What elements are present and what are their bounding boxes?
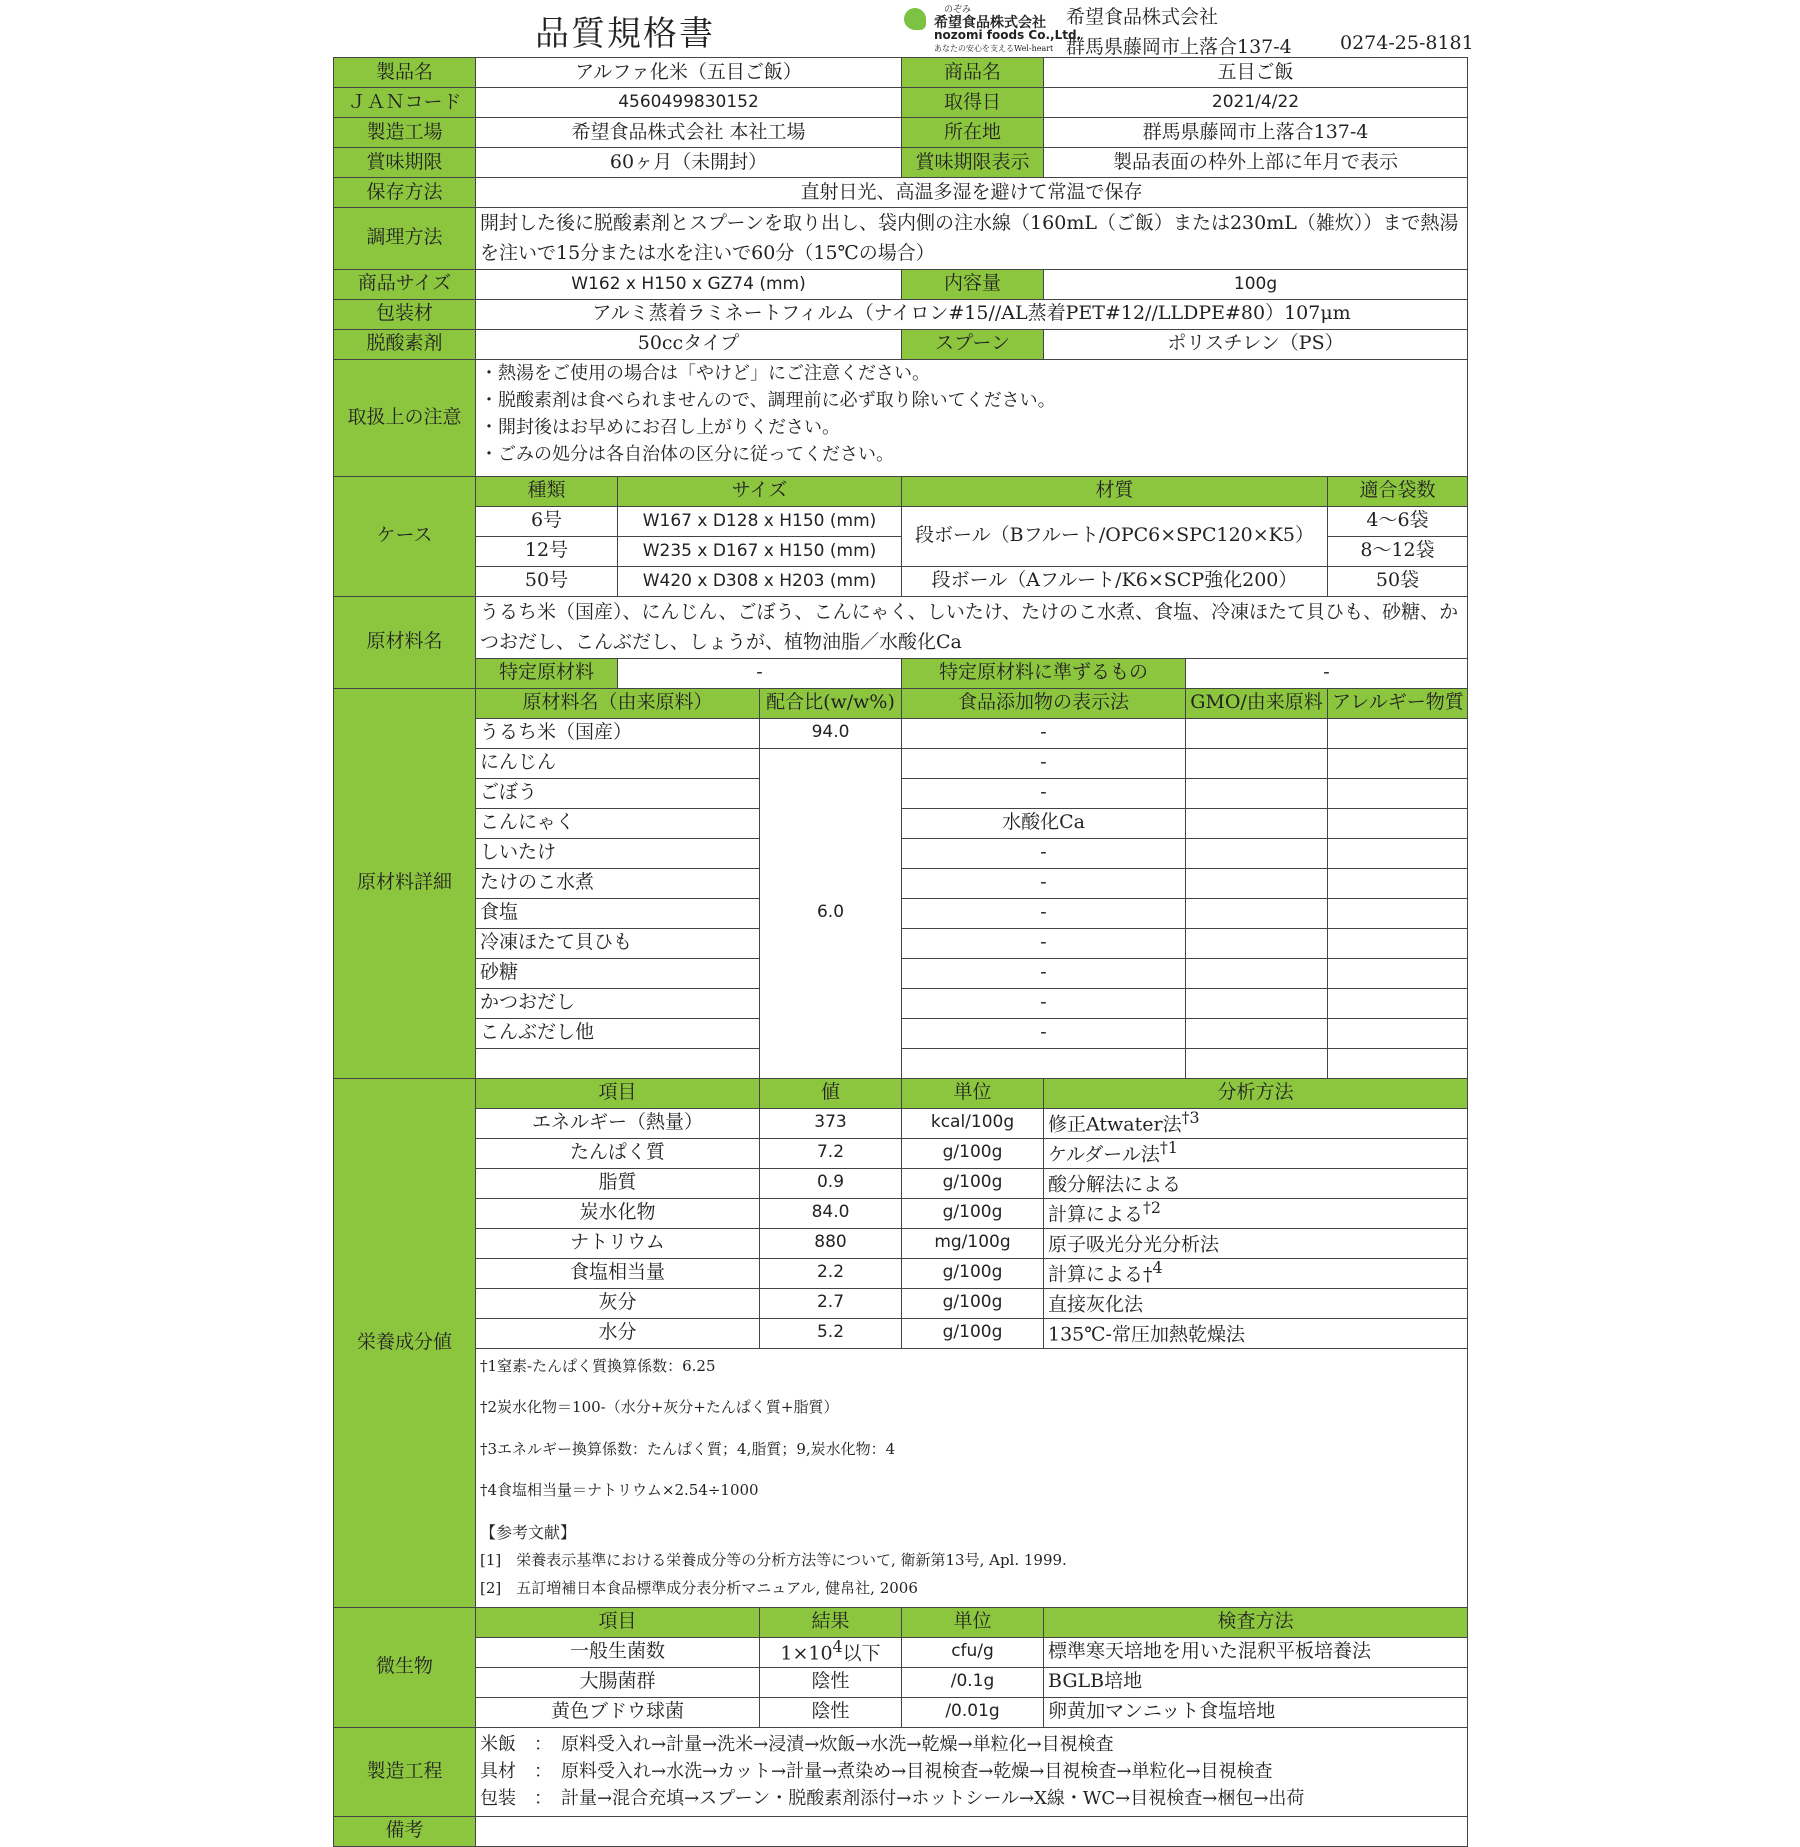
- nutrition-method: [1044, 1108, 1468, 1138]
- row-nutrition-header: [334, 1078, 1468, 1108]
- micro-row: [334, 1697, 1468, 1727]
- nutrition-method-text: 計算による: [1048, 1203, 1144, 1226]
- detail-additive: -: [902, 988, 1186, 1018]
- nutrition-value: 5.2: [760, 1318, 902, 1348]
- value-spoon: ポリスチレン（PS）: [1044, 329, 1468, 359]
- value-trade-name: 五目ご飯: [1044, 58, 1468, 88]
- case-type: 50号: [476, 566, 618, 596]
- details-header-gmo: GMO/由来原料: [1186, 688, 1328, 718]
- label-shelf-display: 賞味期限表示: [902, 148, 1044, 178]
- details-header-name: 原材料名（由来原料）: [476, 688, 760, 718]
- nutrition-method-text: 直接灰化法: [1048, 1293, 1144, 1316]
- detail-gmo: [1186, 808, 1328, 838]
- detail-name: かつおだし: [476, 988, 760, 1018]
- table-row: [334, 778, 1468, 808]
- nutrition-unit: mg/100g: [902, 1228, 1044, 1258]
- label-trade-name: 商品名: [902, 58, 1044, 88]
- label-quasi: 特定原材料に準ずるもの: [902, 658, 1186, 688]
- table-row: [334, 808, 1468, 838]
- label-nutrition: 栄養成分値: [334, 1078, 476, 1607]
- nutrition-row: [334, 1288, 1468, 1318]
- micro-result-base: 1×10: [780, 1642, 833, 1665]
- case-material: 段ボール（Aフルート/K6×SCP強化200）: [902, 566, 1328, 596]
- detail-additive: -: [902, 868, 1186, 898]
- detail-gmo: [1186, 778, 1328, 808]
- detail-name: こんにゃく: [476, 808, 760, 838]
- handling-item: ・熱湯をご使用の場合は「やけど」にご注意ください。: [480, 362, 930, 384]
- micro-row: [334, 1667, 1468, 1697]
- nutrition-method-text: 計算による†: [1048, 1263, 1153, 1286]
- micro-method: BGLB培地: [1044, 1667, 1468, 1697]
- case-size: W235 x D167 x H150 (mm): [618, 536, 902, 566]
- micro-item: 一般生菌数: [476, 1637, 760, 1667]
- case-header-type: 種類: [476, 476, 618, 506]
- micro-unit: cfu/g: [902, 1637, 1044, 1667]
- row-packaging: [334, 299, 1468, 329]
- case-header-material: 材質: [902, 476, 1328, 506]
- value-packaging: アルミ蒸着ラミネートフィルム（ナイロン#15//AL蒸着PET#12//LLDPE#80）107μm: [476, 299, 1468, 329]
- table-row: [334, 988, 1468, 1018]
- company-logo: [900, 2, 1082, 54]
- detail-gmo: [1186, 718, 1328, 748]
- micro-row: [334, 1637, 1468, 1667]
- detail-gmo: [1186, 1018, 1328, 1048]
- nutrition-header-item: 項目: [476, 1078, 760, 1108]
- value-shelf-display: 製品表面の枠外上部に年月で表示: [1044, 148, 1468, 178]
- value-content: 100g: [1044, 269, 1468, 299]
- label-storage: 保存方法: [334, 178, 476, 208]
- nutrition-method: [1044, 1138, 1468, 1168]
- nutrition-item: 灰分: [476, 1288, 760, 1318]
- document-title: 品質規格書: [535, 14, 715, 54]
- detail-allergy: [1328, 898, 1468, 928]
- label-remarks: 備考: [334, 1816, 476, 1846]
- company-tel: 0274-25-8181: [1340, 32, 1474, 54]
- case-size: W167 x D128 x H150 (mm): [618, 506, 902, 536]
- nutrition-footnote: †3エネルギー換算係数：たんぱく質；4,脂質；9,炭水化物：4: [480, 1439, 896, 1458]
- detail-allergy: [1328, 718, 1468, 748]
- micro-unit: /0.01g: [902, 1697, 1044, 1727]
- company-address: 群馬県藤岡市上落合137-4: [1066, 36, 1292, 58]
- nutrition-item: エネルギー（熱量）: [476, 1108, 760, 1138]
- micro-result: 陰性: [760, 1697, 902, 1727]
- value-remarks: [476, 1816, 1468, 1846]
- detail-additive: -: [902, 838, 1186, 868]
- case-row: [334, 506, 1468, 536]
- label-micro: 微生物: [334, 1607, 476, 1727]
- handling-item: ・脱酸素剤は食べられませんので、調理前に必ず取り除いてください。: [480, 389, 1056, 411]
- process-line: 包装 ： 計量→混合充填→スプーン・脱酸素剤添付→ホットシール→X線・WC→目視検査→梱包→出荷: [480, 1788, 1305, 1810]
- table-row: [334, 1048, 1468, 1078]
- row-storage: [334, 178, 1468, 208]
- detail-name: うるち米（国産）: [476, 718, 760, 748]
- logo-tagline: あなたの安心を支えるWel-heart: [934, 44, 1054, 53]
- detail-allergy: [1328, 778, 1468, 808]
- micro-unit: /0.1g: [902, 1667, 1044, 1697]
- row-micro-header: [334, 1607, 1468, 1637]
- label-size: 商品サイズ: [334, 269, 476, 299]
- nutrition-notes: [476, 1348, 1468, 1607]
- details-header-allergy: アレルギー物質: [1328, 688, 1468, 718]
- detail-allergy: [1328, 988, 1468, 1018]
- micro-item: 黄色ブドウ球菌: [476, 1697, 760, 1727]
- nutrition-value: 0.9: [760, 1168, 902, 1198]
- detail-name: ごぼう: [476, 778, 760, 808]
- nutrition-unit: g/100g: [902, 1258, 1044, 1288]
- label-packaging: 包装材: [334, 299, 476, 329]
- row-oxygen: [334, 329, 1468, 359]
- handling-item: ・ごみの処分は各自治体の区分に従ってください。: [480, 443, 894, 465]
- detail-allergy: [1328, 958, 1468, 988]
- value-storage: 直射日光、高温多湿を避けて常温で保存: [476, 178, 1468, 208]
- row-process: [334, 1727, 1468, 1816]
- nutrition-method-note: †1: [1159, 1138, 1178, 1158]
- value-ingredients: うるち米（国産）、にんじん、ごぼう、こんにゃく、しいたけ、たけのこ水煮、食塩、冷凍ほたて貝ひも、砂糖、かつおだし、こんぶだし、しょうが、植物油脂／水酸化Ca: [476, 596, 1468, 658]
- detail-additive: -: [902, 928, 1186, 958]
- detail-name: 砂糖: [476, 958, 760, 988]
- detail-allergy: [1328, 1048, 1468, 1078]
- table-row: [334, 748, 1468, 778]
- case-row: [334, 566, 1468, 596]
- detail-name: [476, 1048, 760, 1078]
- table-row: [334, 868, 1468, 898]
- detail-additive: -: [902, 898, 1186, 928]
- micro-method: 標準寒天培地を用いた混釈平板培養法: [1044, 1637, 1468, 1667]
- label-cooking: 調理方法: [334, 208, 476, 270]
- label-details: 原材料詳細: [334, 688, 476, 1078]
- row-handling: [334, 359, 1468, 476]
- detail-additive: -: [902, 748, 1186, 778]
- label-product-name: 製品名: [334, 58, 476, 88]
- detail-gmo: [1186, 838, 1328, 868]
- detail-name: にんじん: [476, 748, 760, 778]
- nutrition-unit: g/100g: [902, 1198, 1044, 1228]
- logo-company-en: nozomi foods Co.,Ltd.: [934, 28, 1082, 42]
- micro-result: [760, 1637, 902, 1667]
- case-header-count: 適合袋数: [1328, 476, 1468, 506]
- row-case-header: [334, 476, 1468, 506]
- nutrition-unit: kcal/100g: [902, 1108, 1044, 1138]
- table-row: [334, 718, 1468, 748]
- value-acquired: 2021/4/22: [1044, 88, 1468, 118]
- table-row: [334, 1018, 1468, 1048]
- detail-gmo: [1186, 988, 1328, 1018]
- nutrition-row: [334, 1168, 1468, 1198]
- table-row: [334, 958, 1468, 988]
- detail-name: しいたけ: [476, 838, 760, 868]
- logo-company-jp: 希望食品株式会社: [934, 15, 1046, 31]
- details-header-additive: 食品添加物の表示法: [902, 688, 1186, 718]
- case-count: 8〜12袋: [1328, 536, 1468, 566]
- case-count: 50袋: [1328, 566, 1468, 596]
- label-case: ケース: [334, 476, 476, 596]
- detail-allergy: [1328, 838, 1468, 868]
- detail-allergy: [1328, 808, 1468, 838]
- reference-item: [2] 五訂増補日本食品標準成分表分析マニュアル, 健帛社, 2006: [480, 1578, 918, 1597]
- nutrition-unit: g/100g: [902, 1138, 1044, 1168]
- value-oxygen: 50ccタイプ: [476, 329, 902, 359]
- nutrition-method-note: †2: [1143, 1198, 1162, 1218]
- nutrition-unit: g/100g: [902, 1288, 1044, 1318]
- row-product-name: [334, 58, 1468, 88]
- nutrition-method: [1044, 1198, 1468, 1228]
- nutrition-item: 食塩相当量: [476, 1258, 760, 1288]
- nutrition-value: 84.0: [760, 1198, 902, 1228]
- detail-allergy: [1328, 928, 1468, 958]
- label-process: 製造工程: [334, 1727, 476, 1816]
- nutrition-method: [1044, 1288, 1468, 1318]
- nutrition-method: [1044, 1258, 1468, 1288]
- nutrition-method-text: 原子吸光分光分析法: [1048, 1233, 1220, 1256]
- nutrition-header-method: 分析方法: [1044, 1078, 1468, 1108]
- micro-header-method: 検査方法: [1044, 1607, 1468, 1637]
- nutrition-row: [334, 1138, 1468, 1168]
- process-line: 米飯 ： 原料受入れ→計量→洗米→浸漬→炊飯→水洗→乾燥→単粒化→目視検査: [480, 1734, 1114, 1756]
- value-size: W162 x H150 x GZ74 (mm): [476, 269, 902, 299]
- label-acquired: 取得日: [902, 88, 1044, 118]
- nutrition-method-note: 4: [1152, 1258, 1163, 1278]
- table-row: [334, 838, 1468, 868]
- case-type: 6号: [476, 506, 618, 536]
- logo-kana: のぞみ: [944, 5, 972, 15]
- nutrition-method-text: 酸分解法による: [1048, 1173, 1182, 1196]
- row-shelf-life: [334, 148, 1468, 178]
- nutrition-item: 炭水化物: [476, 1198, 760, 1228]
- detail-additive: 水酸化Ca: [902, 808, 1186, 838]
- micro-result-exponent: 4: [832, 1637, 843, 1657]
- label-handling: 取扱上の注意: [334, 359, 476, 476]
- nutrition-item: 脂質: [476, 1168, 760, 1198]
- micro-header-unit: 単位: [902, 1607, 1044, 1637]
- detail-name: 冷凍ほたて貝ひも: [476, 928, 760, 958]
- detail-gmo: [1186, 748, 1328, 778]
- label-factory: 製造工場: [334, 118, 476, 148]
- nutrition-method-text: ケルダール法: [1048, 1143, 1160, 1166]
- row-remarks: [334, 1816, 1468, 1846]
- spec-table: [333, 57, 1468, 1847]
- nutrition-row: [334, 1108, 1468, 1138]
- nutrition-method-note: †3: [1181, 1108, 1200, 1128]
- detail-additive: -: [902, 1018, 1186, 1048]
- detail-gmo: [1186, 1048, 1328, 1078]
- label-location: 所在地: [902, 118, 1044, 148]
- value-location: 群馬県藤岡市上落合137-4: [1044, 118, 1468, 148]
- micro-result-tail: 以下: [842, 1642, 881, 1665]
- nutrition-header-value: 値: [760, 1078, 902, 1108]
- detail-group-ratio: 6.0: [760, 748, 902, 1078]
- handling-item: ・開封後はお早めにお召し上がりください。: [480, 416, 840, 438]
- label-specific: 特定原材料: [476, 658, 618, 688]
- nutrition-row: [334, 1318, 1468, 1348]
- value-cooking: 開封した後に脱酸素剤とスプーンを取り出し、袋内側の注水線（160mL（ご飯）または230mL（雑炊））まで熱湯を注いで15分または水を注いで60分（15℃の場合）: [476, 208, 1468, 270]
- value-product-name: アルファ化米（五目ご飯）: [476, 58, 902, 88]
- detail-gmo: [1186, 928, 1328, 958]
- detail-gmo: [1186, 958, 1328, 988]
- case-type: 12号: [476, 536, 618, 566]
- detail-allergy: [1328, 868, 1468, 898]
- case-count: 4〜6袋: [1328, 506, 1468, 536]
- value-handling: [476, 359, 1468, 476]
- nutrition-value: 2.7: [760, 1288, 902, 1318]
- nutrition-row: [334, 1198, 1468, 1228]
- value-specific: -: [618, 658, 902, 688]
- label-jan: ＪＡＮコード: [334, 88, 476, 118]
- reference-item: [1] 栄養表示基準における栄養成分等の分析方法等について, 衛新第13号, Apl. 1999.: [480, 1551, 1067, 1570]
- label-oxygen: 脱酸素剤: [334, 329, 476, 359]
- row-allergens: [334, 658, 1468, 688]
- micro-header-result: 結果: [760, 1607, 902, 1637]
- case-material: 段ボール（Bフルート/OPC6×SPC120×K5）: [902, 506, 1328, 566]
- case-size: W420 x D308 x H203 (mm): [618, 566, 902, 596]
- table-row: [334, 928, 1468, 958]
- value-factory: 希望食品株式会社 本社工場: [476, 118, 902, 148]
- label-content: 内容量: [902, 269, 1044, 299]
- details-header-ratio: 配合比(w/w%): [760, 688, 902, 718]
- detail-additive: -: [902, 778, 1186, 808]
- nutrition-method-text: 135℃-常圧加熱乾燥法: [1048, 1323, 1245, 1346]
- micro-method: 卵黄加マンニット食塩培地: [1044, 1697, 1468, 1727]
- detail-gmo: [1186, 898, 1328, 928]
- nutrition-method: [1044, 1318, 1468, 1348]
- nutrition-item: 水分: [476, 1318, 760, 1348]
- nutrition-item: たんぱく質: [476, 1138, 760, 1168]
- nutrition-header-unit: 単位: [902, 1078, 1044, 1108]
- nutrition-method: [1044, 1168, 1468, 1198]
- nutrition-unit: g/100g: [902, 1168, 1044, 1198]
- nutrition-value: 7.2: [760, 1138, 902, 1168]
- nutrition-row: [334, 1228, 1468, 1258]
- detail-additive: -: [902, 958, 1186, 988]
- detail-name: たけのこ水煮: [476, 868, 760, 898]
- micro-result: 陰性: [760, 1667, 902, 1697]
- process-line: 具材 ： 原料受入れ→水洗→カット→計量→煮染め→目視検査→乾燥→目視検査→単粒化→目視検査: [480, 1761, 1273, 1783]
- detail-allergy: [1328, 748, 1468, 778]
- table-row: [334, 898, 1468, 928]
- detail-gmo: [1186, 868, 1328, 898]
- micro-header-item: 項目: [476, 1607, 760, 1637]
- company-name: 希望食品株式会社: [1066, 6, 1219, 28]
- leaf-logo-icon: [904, 8, 926, 30]
- case-header-size: サイズ: [618, 476, 902, 506]
- nutrition-footnote: †4食塩相当量＝ナトリウム×2.54÷1000: [480, 1481, 759, 1500]
- row-jan: [334, 88, 1468, 118]
- value-quasi: -: [1186, 658, 1468, 688]
- nutrition-method-text: 修正Atwater法: [1048, 1113, 1182, 1136]
- detail-name: こんぶだし他: [476, 1018, 760, 1048]
- label-ingredients: 原材料名: [334, 596, 476, 688]
- detail-name: 食塩: [476, 898, 760, 928]
- value-process: [476, 1727, 1468, 1816]
- nutrition-row: [334, 1258, 1468, 1288]
- nutrition-notes-row: [334, 1348, 1468, 1607]
- label-shelf-life: 賞味期限: [334, 148, 476, 178]
- row-size: [334, 269, 1468, 299]
- nutrition-footnote: †1窒素-たんぱく質換算係数：6.25: [480, 1356, 716, 1375]
- value-shelf-life: 60ヶ月（未開封）: [476, 148, 902, 178]
- row-cooking: [334, 208, 1468, 270]
- nutrition-unit: g/100g: [902, 1318, 1044, 1348]
- nutrition-method: [1044, 1228, 1468, 1258]
- nutrition-item: ナトリウム: [476, 1228, 760, 1258]
- detail-additive: -: [902, 718, 1186, 748]
- micro-item: 大腸菌群: [476, 1667, 760, 1697]
- row-details-header: [334, 688, 1468, 718]
- value-jan: 4560499830152: [476, 88, 902, 118]
- nutrition-value: 373: [760, 1108, 902, 1138]
- references-heading: 【参考文献】: [480, 1522, 577, 1542]
- detail-allergy: [1328, 1018, 1468, 1048]
- detail-ratio: 94.0: [760, 718, 902, 748]
- label-spoon: スプーン: [902, 329, 1044, 359]
- row-factory: [334, 118, 1468, 148]
- row-ingredients: [334, 596, 1468, 658]
- detail-additive: [902, 1048, 1186, 1078]
- nutrition-value: 880: [760, 1228, 902, 1258]
- nutrition-footnote: †2炭水化物＝100-（水分+灰分+たんぱく質+脂質）: [480, 1398, 839, 1417]
- nutrition-value: 2.2: [760, 1258, 902, 1288]
